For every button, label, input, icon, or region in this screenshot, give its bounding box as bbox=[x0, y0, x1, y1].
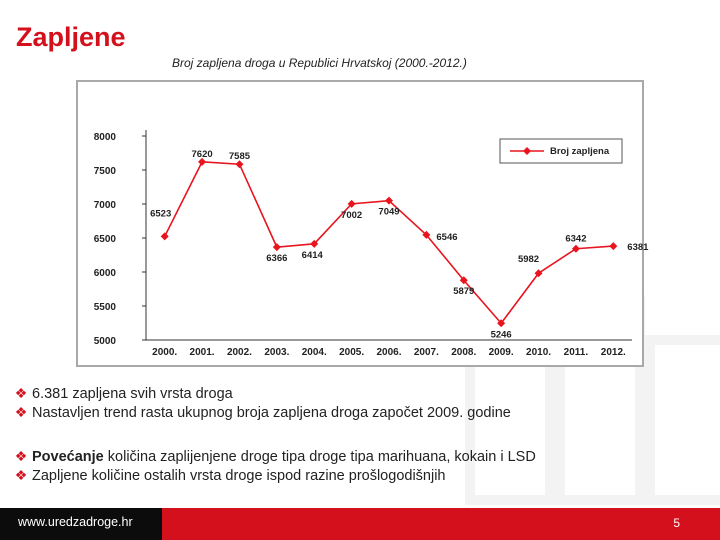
diamond-bullet-icon: ❖ bbox=[14, 385, 28, 401]
data-point bbox=[609, 242, 617, 250]
data-label: 5246 bbox=[490, 329, 512, 341]
line-chart bbox=[78, 82, 649, 365]
data-label: 6414 bbox=[301, 249, 323, 261]
x-tick-label: 2012. bbox=[600, 347, 626, 358]
bullet-item bbox=[10, 403, 536, 422]
y-tick-label: 5000 bbox=[93, 336, 116, 347]
data-label: 7002 bbox=[341, 209, 363, 221]
data-point bbox=[273, 243, 281, 251]
diamond-bullet-icon: ❖ bbox=[14, 467, 28, 483]
x-tick-label: 2010. bbox=[526, 347, 552, 358]
bullet-item bbox=[10, 447, 536, 466]
data-point bbox=[161, 232, 169, 240]
bullet-bold-text: Povećanje bbox=[32, 448, 104, 465]
x-tick-label: 2008. bbox=[451, 347, 477, 358]
y-tick-label: 6500 bbox=[93, 234, 116, 245]
legend-label: Broj zapljena bbox=[550, 146, 610, 157]
y-tick-label: 5500 bbox=[93, 302, 116, 313]
x-tick-label: 2009. bbox=[488, 347, 514, 358]
diamond-bullet-icon: ❖ bbox=[14, 404, 28, 420]
bullet-text: količina zaplijenjene droge tipa droge tipa marihuana, kokain i LSD bbox=[103, 448, 536, 465]
bullet-text: Nastavljen trend rasta ukupnog broja zapljena droga započet 2009. godine bbox=[32, 404, 511, 421]
x-tick-label: 2005. bbox=[339, 347, 365, 358]
data-label: 7049 bbox=[378, 206, 400, 218]
chart-caption: Broj zapljena droga u Republici Hrvatskoj (2000.-2012.) bbox=[172, 56, 467, 70]
bullet-text: Zapljene količine ostalih vrsta droge ispod razine prošlogodišnjih bbox=[32, 467, 446, 484]
diamond-bullet-icon: ❖ bbox=[14, 448, 28, 464]
x-tick-label: 2004. bbox=[301, 347, 327, 358]
data-label: 6381 bbox=[627, 242, 649, 254]
bullet-item bbox=[10, 384, 536, 403]
series-line bbox=[165, 162, 614, 323]
data-label: 7620 bbox=[191, 148, 213, 160]
bullet-list bbox=[10, 384, 536, 485]
bullet-item bbox=[10, 466, 536, 485]
x-tick-label: 2003. bbox=[264, 347, 290, 358]
data-label: 5982 bbox=[517, 254, 540, 266]
data-point bbox=[572, 245, 580, 253]
y-tick-label: 7000 bbox=[93, 200, 116, 211]
x-tick-label: 2007. bbox=[413, 347, 439, 358]
data-label: 5879 bbox=[453, 286, 475, 298]
page-number: 5 bbox=[673, 516, 680, 530]
y-tick-label: 6000 bbox=[93, 268, 116, 279]
footer-url[interactable]: www.uredzadroge.hr bbox=[0, 508, 162, 540]
y-tick-label: 8000 bbox=[93, 132, 116, 143]
bullet-text: 6.381 zapljena svih vrsta droga bbox=[32, 385, 233, 402]
x-tick-label: 2001. bbox=[189, 347, 215, 358]
slide-title: Zapljene bbox=[16, 22, 126, 52]
footer-bar bbox=[0, 508, 720, 540]
data-label: 7585 bbox=[228, 151, 251, 163]
data-label: 6546 bbox=[436, 231, 458, 243]
y-tick-label: 7500 bbox=[93, 166, 116, 177]
x-tick-label: 2006. bbox=[376, 347, 402, 358]
x-tick-label: 2000. bbox=[152, 347, 178, 358]
data-label: 6523 bbox=[150, 208, 172, 220]
chart-frame bbox=[76, 80, 649, 367]
x-tick-label: 2011. bbox=[563, 347, 589, 358]
x-tick-label: 2002. bbox=[226, 347, 252, 358]
data-label: 6342 bbox=[565, 233, 587, 245]
data-label: 6366 bbox=[266, 253, 288, 265]
